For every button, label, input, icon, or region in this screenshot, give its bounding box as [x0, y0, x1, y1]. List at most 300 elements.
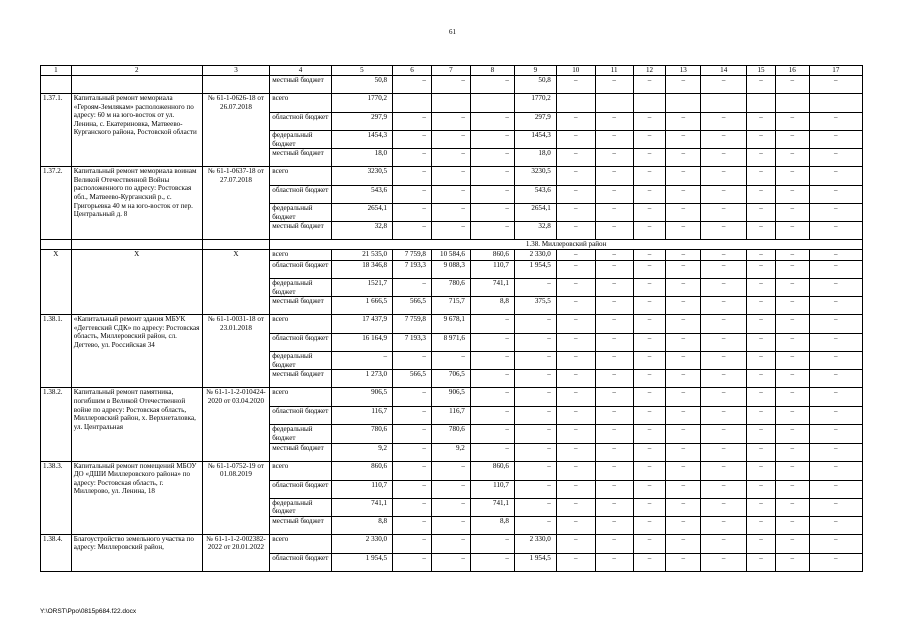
- amount-cell: [595, 94, 633, 113]
- amount-cell: –: [470, 186, 514, 204]
- column-number: 3: [202, 66, 270, 76]
- amount-cell: –: [431, 204, 470, 222]
- amount-cell: –: [775, 516, 809, 534]
- amount-cell: 8,8: [331, 516, 392, 534]
- amount-cell: –: [514, 480, 556, 498]
- amount-cell: 566,5: [393, 370, 432, 388]
- amount-cell: 10 584,6: [431, 249, 470, 260]
- column-number: 4: [270, 66, 331, 76]
- item-number: 1.38.4.: [41, 534, 72, 571]
- item-number: 1.38.3.: [41, 461, 72, 534]
- amount-cell: –: [666, 113, 701, 131]
- funding-source-cell: местный бюджет: [270, 149, 331, 167]
- amount-cell: –: [393, 167, 432, 186]
- table-body: [41, 76, 863, 572]
- amount-cell: –: [393, 498, 432, 516]
- amount-cell: –: [470, 204, 514, 222]
- amount-cell: –: [666, 498, 701, 516]
- amount-cell: –: [470, 334, 514, 352]
- table-row: [41, 461, 863, 480]
- amount-cell: –: [633, 315, 666, 334]
- amount-cell: –: [666, 186, 701, 204]
- column-number: 7: [431, 66, 470, 76]
- amount-cell: 780,6: [431, 425, 470, 443]
- amount-cell: –: [809, 534, 862, 553]
- table-row: [41, 94, 863, 113]
- column-number: 11: [595, 66, 633, 76]
- amount-cell: 2654,1: [514, 204, 556, 222]
- amount-cell: –: [633, 76, 666, 94]
- table-row: [41, 249, 863, 260]
- amount-cell: –: [633, 278, 666, 296]
- amount-cell: –: [556, 498, 595, 516]
- amount-cell: –: [514, 516, 556, 534]
- amount-cell: –: [556, 186, 595, 204]
- amount-cell: –: [633, 167, 666, 186]
- amount-cell: –: [701, 480, 747, 498]
- item-name: Капитальный ремонт помещений МБОУ ДО «ДШИ Миллеровского района» по адресу: Ростовская область, г. Миллерово, ул. Ленина, 18: [71, 461, 202, 534]
- amount-cell: –: [775, 167, 809, 186]
- amount-cell: 906,5: [431, 388, 470, 407]
- amount-cell: –: [393, 131, 432, 149]
- amount-cell: 1 954,5: [514, 260, 556, 278]
- funding-source-cell: всего: [270, 94, 331, 113]
- amount-cell: 543,6: [514, 186, 556, 204]
- amount-cell: –: [431, 222, 470, 240]
- amount-cell: –: [556, 315, 595, 334]
- amount-cell: –: [747, 498, 776, 516]
- amount-cell: 2 330,0: [514, 249, 556, 260]
- document-ref: № 61-1-0031-18 от 23.01.2018: [202, 315, 270, 388]
- amount-cell: –: [556, 534, 595, 553]
- amount-cell: –: [809, 370, 862, 388]
- amount-cell: –: [747, 315, 776, 334]
- empty-cell: [41, 76, 72, 94]
- amount-cell: –: [809, 113, 862, 131]
- section-title: 1.38. Миллеровский район: [270, 240, 863, 250]
- amount-cell: –: [747, 388, 776, 407]
- amount-cell: –: [775, 334, 809, 352]
- amount-cell: –: [393, 534, 432, 553]
- amount-cell: –: [470, 425, 514, 443]
- amount-cell: –: [747, 553, 776, 571]
- amount-cell: –: [331, 352, 392, 370]
- funding-source-cell: местный бюджет: [270, 516, 331, 534]
- amount-cell: 17 437,9: [331, 315, 392, 334]
- amount-cell: –: [431, 480, 470, 498]
- funding-source-cell: федеральный бюджет: [270, 204, 331, 222]
- amount-cell: –: [809, 260, 862, 278]
- amount-cell: –: [747, 186, 776, 204]
- amount-cell: 110,7: [470, 260, 514, 278]
- document-ref: № 61-1-0626-18 от 26.07.2018: [202, 94, 270, 167]
- amount-cell: –: [595, 352, 633, 370]
- amount-cell: –: [595, 334, 633, 352]
- column-number: 17: [809, 66, 862, 76]
- funding-source-cell: всего: [270, 461, 331, 480]
- amount-cell: –: [809, 480, 862, 498]
- amount-cell: –: [393, 553, 432, 571]
- amount-cell: 860,6: [470, 249, 514, 260]
- amount-cell: –: [514, 498, 556, 516]
- amount-cell: –: [666, 461, 701, 480]
- amount-cell: –: [809, 204, 862, 222]
- amount-cell: –: [393, 461, 432, 480]
- column-number: 2: [71, 66, 202, 76]
- item-number: 1.37.1.: [41, 94, 72, 167]
- amount-cell: –: [556, 334, 595, 352]
- amount-cell: –: [595, 370, 633, 388]
- amount-cell: –: [431, 149, 470, 167]
- amount-cell: 9,2: [331, 443, 392, 461]
- amount-cell: –: [633, 498, 666, 516]
- amount-cell: –: [595, 553, 633, 571]
- amount-cell: [747, 94, 776, 113]
- amount-cell: –: [595, 278, 633, 296]
- amount-cell: –: [556, 149, 595, 167]
- amount-cell: –: [595, 480, 633, 498]
- amount-cell: 1 273,0: [331, 370, 392, 388]
- amount-cell: –: [556, 260, 595, 278]
- document-ref: № 61-1-1-2-002382-2022 от 20.01.2022: [202, 534, 270, 571]
- funding-source-cell: областной бюджет: [270, 480, 331, 498]
- amount-cell: –: [775, 370, 809, 388]
- amount-cell: –: [701, 461, 747, 480]
- amount-cell: [633, 94, 666, 113]
- amount-cell: –: [556, 297, 595, 315]
- amount-cell: –: [809, 407, 862, 425]
- amount-cell: –: [470, 76, 514, 94]
- amount-cell: –: [701, 278, 747, 296]
- amount-cell: –: [514, 352, 556, 370]
- amount-cell: 18,0: [514, 149, 556, 167]
- item-number: 1.38.2.: [41, 388, 72, 461]
- amount-cell: 780,6: [331, 425, 392, 443]
- amount-cell: –: [633, 113, 666, 131]
- amount-cell: 2 330,0: [514, 534, 556, 553]
- funding-source-cell: местный бюджет: [270, 297, 331, 315]
- amount-cell: 741,1: [331, 498, 392, 516]
- amount-cell: 860,6: [331, 461, 392, 480]
- amount-cell: 8 971,6: [431, 334, 470, 352]
- amount-cell: –: [470, 388, 514, 407]
- amount-cell: –: [556, 131, 595, 149]
- amount-cell: –: [775, 352, 809, 370]
- funding-source-cell: всего: [270, 534, 331, 553]
- amount-cell: –: [556, 370, 595, 388]
- table-row: [41, 167, 863, 186]
- amount-cell: –: [595, 149, 633, 167]
- amount-cell: –: [431, 352, 470, 370]
- amount-cell: –: [393, 186, 432, 204]
- amount-cell: 375,5: [514, 297, 556, 315]
- amount-cell: –: [747, 278, 776, 296]
- amount-cell: [470, 94, 514, 113]
- amount-cell: –: [633, 222, 666, 240]
- table-row: [41, 388, 863, 407]
- amount-cell: –: [514, 370, 556, 388]
- amount-cell: –: [747, 516, 776, 534]
- amount-cell: –: [633, 352, 666, 370]
- amount-cell: 7 759,8: [393, 249, 432, 260]
- section-row: [41, 240, 863, 250]
- amount-cell: –: [633, 249, 666, 260]
- amount-cell: –: [633, 131, 666, 149]
- funding-source-cell: местный бюджет: [270, 370, 331, 388]
- amount-cell: –: [747, 352, 776, 370]
- amount-cell: –: [556, 352, 595, 370]
- amount-cell: –: [595, 167, 633, 186]
- amount-cell: –: [666, 222, 701, 240]
- amount-cell: –: [701, 352, 747, 370]
- amount-cell: 7 193,3: [393, 260, 432, 278]
- amount-cell: –: [701, 443, 747, 461]
- amount-cell: –: [633, 516, 666, 534]
- amount-cell: 741,1: [470, 498, 514, 516]
- funding-source-cell: областной бюджет: [270, 113, 331, 131]
- column-number: 9: [514, 66, 556, 76]
- amount-cell: –: [747, 131, 776, 149]
- amount-cell: –: [633, 425, 666, 443]
- amount-cell: –: [556, 553, 595, 571]
- funding-source-cell: всего: [270, 167, 331, 186]
- amount-cell: [701, 94, 747, 113]
- table-row: [41, 534, 863, 553]
- amount-cell: –: [747, 334, 776, 352]
- amount-cell: –: [431, 534, 470, 553]
- amount-cell: –: [595, 131, 633, 149]
- amount-cell: –: [747, 149, 776, 167]
- amount-cell: –: [775, 480, 809, 498]
- amount-cell: –: [514, 461, 556, 480]
- item-name: Капитальный ремонт памятника, погибшим в Великой Отечественной войне по адресу: Ростовская область, Миллеровский район, х. Верхнеталовка, ул. Центральная: [71, 388, 202, 461]
- amount-cell: –: [666, 370, 701, 388]
- empty-cell: [41, 240, 72, 250]
- amount-cell: –: [747, 407, 776, 425]
- amount-cell: –: [809, 249, 862, 260]
- amount-cell: –: [666, 297, 701, 315]
- funding-source-cell: областной бюджет: [270, 260, 331, 278]
- funding-source-cell: местный бюджет: [270, 76, 331, 94]
- amount-cell: –: [556, 249, 595, 260]
- amount-cell: –: [775, 388, 809, 407]
- amount-cell: –: [775, 553, 809, 571]
- amount-cell: –: [431, 113, 470, 131]
- amount-cell: –: [775, 425, 809, 443]
- amount-cell: –: [633, 370, 666, 388]
- amount-cell: –: [701, 498, 747, 516]
- amount-cell: –: [747, 297, 776, 315]
- amount-cell: 2 330,0: [331, 534, 392, 553]
- amount-cell: –: [747, 249, 776, 260]
- amount-cell: –: [666, 315, 701, 334]
- amount-cell: –: [666, 204, 701, 222]
- amount-cell: –: [393, 278, 432, 296]
- amount-cell: –: [470, 167, 514, 186]
- amount-cell: –: [470, 553, 514, 571]
- amount-cell: –: [556, 443, 595, 461]
- funding-source-cell: областной бюджет: [270, 407, 331, 425]
- amount-cell: –: [666, 149, 701, 167]
- amount-cell: –: [809, 278, 862, 296]
- amount-cell: –: [393, 149, 432, 167]
- amount-cell: –: [666, 249, 701, 260]
- funding-source-cell: всего: [270, 388, 331, 407]
- table-row: [41, 315, 863, 334]
- amount-cell: –: [775, 315, 809, 334]
- document-ref: № 61-1-1-2-010424-2020 от 03.04.2020: [202, 388, 270, 461]
- amount-cell: 116,7: [331, 407, 392, 425]
- amount-cell: –: [393, 204, 432, 222]
- amount-cell: –: [470, 352, 514, 370]
- amount-cell: –: [701, 167, 747, 186]
- amount-cell: –: [393, 113, 432, 131]
- amount-cell: –: [701, 534, 747, 553]
- funding-source-cell: федеральный бюджет: [270, 498, 331, 516]
- empty-cell: [202, 76, 270, 94]
- amount-cell: –: [595, 297, 633, 315]
- amount-cell: –: [595, 260, 633, 278]
- amount-cell: –: [633, 186, 666, 204]
- amount-cell: –: [431, 553, 470, 571]
- amount-cell: –: [393, 76, 432, 94]
- funding-source-cell: местный бюджет: [270, 443, 331, 461]
- budget-table: [40, 65, 863, 572]
- amount-cell: –: [809, 76, 862, 94]
- amount-cell: –: [775, 222, 809, 240]
- item-name: Х: [71, 249, 202, 314]
- column-number: 10: [556, 66, 595, 76]
- amount-cell: –: [431, 461, 470, 480]
- amount-cell: [431, 94, 470, 113]
- amount-cell: [393, 94, 432, 113]
- amount-cell: –: [514, 388, 556, 407]
- amount-cell: –: [514, 425, 556, 443]
- amount-cell: –: [595, 388, 633, 407]
- page-number: 61: [449, 28, 456, 36]
- amount-cell: –: [747, 260, 776, 278]
- amount-cell: –: [775, 113, 809, 131]
- column-number: 14: [701, 66, 747, 76]
- amount-cell: –: [747, 167, 776, 186]
- amount-cell: 50,8: [331, 76, 392, 94]
- amount-cell: –: [514, 334, 556, 352]
- amount-cell: –: [595, 461, 633, 480]
- amount-cell: –: [775, 407, 809, 425]
- amount-cell: –: [809, 167, 862, 186]
- amount-cell: 1 954,5: [331, 553, 392, 571]
- amount-cell: 50,8: [514, 76, 556, 94]
- amount-cell: –: [556, 516, 595, 534]
- empty-cell: [71, 76, 202, 94]
- amount-cell: –: [470, 407, 514, 425]
- amount-cell: –: [666, 407, 701, 425]
- amount-cell: –: [809, 461, 862, 480]
- amount-cell: –: [775, 131, 809, 149]
- amount-cell: –: [701, 407, 747, 425]
- item-name: Капитальный ремонт мемориала воинам Великой Отечественной Войны расположенного по адресу: Ростовская обл., Матвеево-Курганский р., с. Григорьевка 40 м на юго-восток от пер. Центральный д. 8: [71, 167, 202, 240]
- amount-cell: –: [809, 516, 862, 534]
- amount-cell: –: [775, 204, 809, 222]
- amount-cell: –: [747, 480, 776, 498]
- amount-cell: 1521,7: [331, 278, 392, 296]
- item-name: Капитальный ремонт мемориала «Героям-Землякам» расположенного по адресу: 60 м на юго-восток от ул. Ленина, с. Екатериновка, Матвеево- Курганского района, Ростовской области: [71, 94, 202, 167]
- column-number: 13: [666, 66, 701, 76]
- amount-cell: 9 088,3: [431, 260, 470, 278]
- amount-cell: –: [595, 113, 633, 131]
- amount-cell: –: [595, 425, 633, 443]
- amount-cell: –: [431, 498, 470, 516]
- amount-cell: –: [633, 149, 666, 167]
- amount-cell: –: [556, 425, 595, 443]
- amount-cell: –: [775, 534, 809, 553]
- amount-cell: 906,5: [331, 388, 392, 407]
- amount-cell: –: [747, 222, 776, 240]
- item-number: Х: [41, 249, 72, 314]
- funding-source-cell: местный бюджет: [270, 222, 331, 240]
- amount-cell: –: [595, 76, 633, 94]
- amount-cell: –: [666, 76, 701, 94]
- amount-cell: 8,8: [470, 516, 514, 534]
- amount-cell: –: [470, 534, 514, 553]
- amount-cell: –: [633, 388, 666, 407]
- funding-source-cell: федеральный бюджет: [270, 352, 331, 370]
- amount-cell: –: [701, 204, 747, 222]
- amount-cell: –: [633, 260, 666, 278]
- document-ref: № 61-1-0637-18 от 27.07.2018: [202, 167, 270, 240]
- amount-cell: 543,6: [331, 186, 392, 204]
- amount-cell: –: [666, 167, 701, 186]
- amount-cell: –: [393, 388, 432, 407]
- amount-cell: –: [701, 131, 747, 149]
- amount-cell: –: [666, 260, 701, 278]
- amount-cell: –: [595, 407, 633, 425]
- amount-cell: –: [809, 222, 862, 240]
- amount-cell: 1770,2: [331, 94, 392, 113]
- amount-cell: –: [393, 425, 432, 443]
- amount-cell: –: [666, 352, 701, 370]
- amount-cell: –: [775, 498, 809, 516]
- amount-cell: –: [701, 113, 747, 131]
- amount-cell: –: [556, 407, 595, 425]
- amount-cell: –: [514, 278, 556, 296]
- amount-cell: –: [431, 131, 470, 149]
- amount-cell: –: [775, 297, 809, 315]
- amount-cell: –: [556, 204, 595, 222]
- amount-cell: –: [747, 113, 776, 131]
- amount-cell: –: [701, 315, 747, 334]
- amount-cell: –: [701, 297, 747, 315]
- amount-cell: –: [775, 461, 809, 480]
- amount-cell: –: [556, 76, 595, 94]
- amount-cell: –: [633, 204, 666, 222]
- amount-cell: –: [775, 260, 809, 278]
- item-number: 1.37.2.: [41, 167, 72, 240]
- empty-cell: [202, 240, 270, 250]
- amount-cell: –: [666, 480, 701, 498]
- amount-cell: –: [775, 443, 809, 461]
- item-name: Благоустройство земельного участка по адресу: Миллеровский район,: [71, 534, 202, 571]
- document-ref: № 61-1-0752-19 от 01.08.2019: [202, 461, 270, 534]
- amount-cell: –: [470, 131, 514, 149]
- amount-cell: –: [666, 278, 701, 296]
- amount-cell: 7 759,8: [393, 315, 432, 334]
- amount-cell: –: [666, 131, 701, 149]
- amount-cell: –: [595, 443, 633, 461]
- amount-cell: –: [431, 186, 470, 204]
- amount-cell: –: [809, 388, 862, 407]
- amount-cell: –: [747, 370, 776, 388]
